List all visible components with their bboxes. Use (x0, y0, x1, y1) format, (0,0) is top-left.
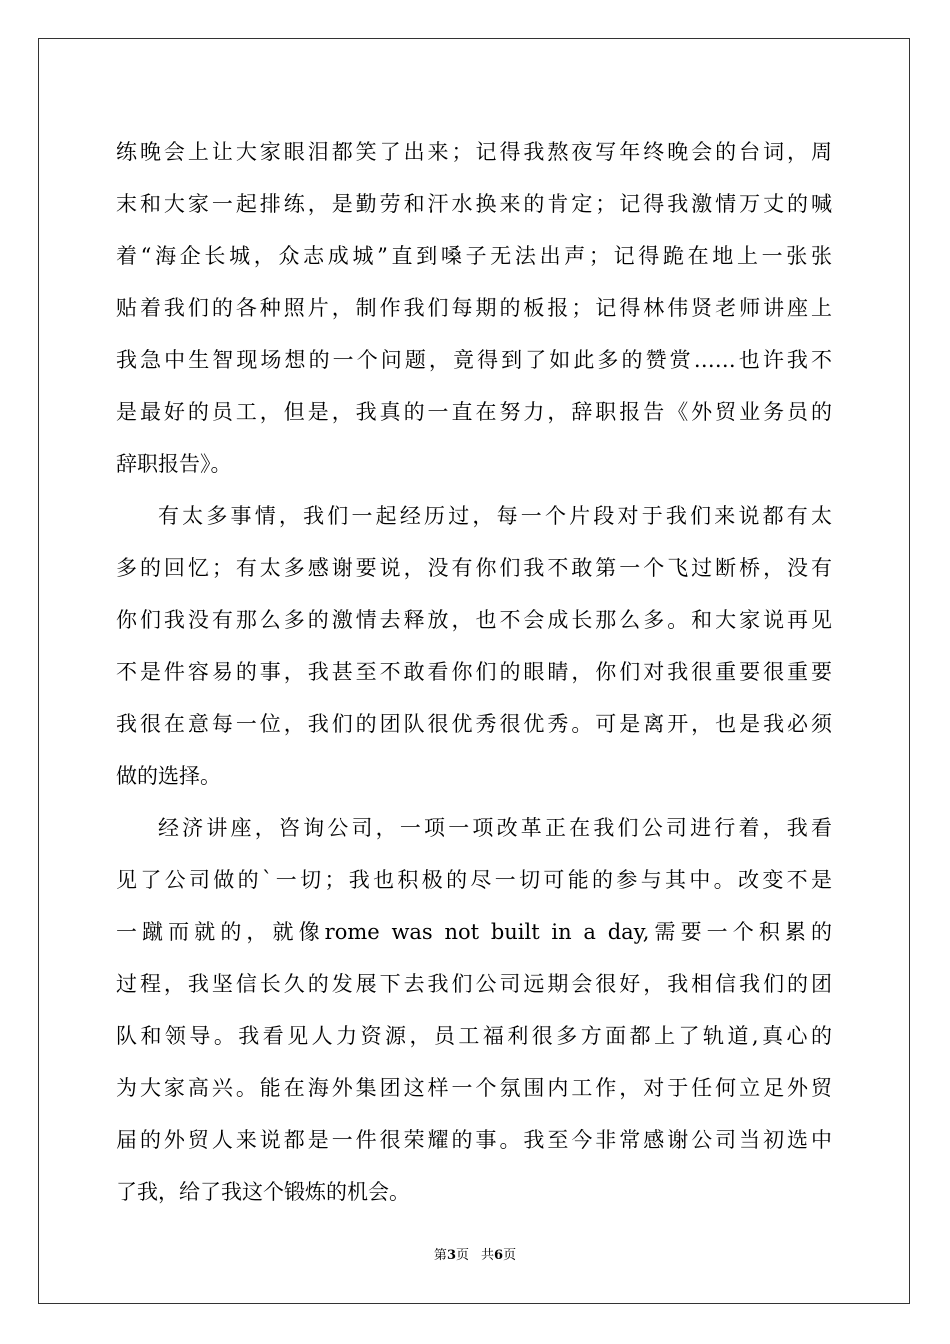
paragraph (116, 802, 832, 1218)
text-line: 过程，我坚信长久的发展下去我们公司远期会很好，我相信我们的团 (116, 972, 832, 996)
page-number: 3 (446, 1248, 456, 1263)
total-pages: 6 (494, 1248, 504, 1263)
text-line: 一蹴而就的，就像rome was not built in a day,需要一个积累的 (116, 920, 832, 944)
text-line: 届的外贸人来说都是一件很荣耀的事。我至今非常感谢公司当初选中 (116, 1128, 832, 1152)
text-line: 我急中生智现场想的一个问题，竟得到了如此多的赞赏……也许我不 (116, 348, 832, 372)
text-line: 是最好的员工，但是，我真的一直在努力，辞职报告《外贸业务员的 (116, 400, 832, 424)
total-suffix: 页 (503, 1248, 517, 1263)
text-line: 做的选择。 (116, 764, 221, 788)
text-line: 辞职报告》。 (116, 452, 232, 476)
text-line: 我很在意每一位，我们的团队很优秀很优秀。可是离开，也是我必须 (116, 712, 832, 736)
text-line: 着“海企长城，众志成城”直到嗓子无法出声；记得跪在地上一张张 (116, 244, 832, 268)
page-suffix: 页 (455, 1248, 469, 1263)
text-line: 有太多事情，我们一起经历过，每一个片段对于我们来说都有太 (158, 504, 832, 528)
text-line: 队和领导。我看见人力资源，员工福利很多方面都上了轨道,真心的 (116, 1024, 832, 1048)
page-prefix: 第 (433, 1248, 447, 1263)
text-line: 了我，给了我这个锻炼的机会。 (116, 1180, 410, 1204)
text-line: 不是件容易的事，我甚至不敢看你们的眼睛，你们对我很重要很重要 (116, 660, 832, 684)
text-line: 经济讲座，咨询公司，一项一项改革正在我们公司进行着，我看 (158, 816, 832, 840)
text-line: 练晚会上让大家眼泪都笑了出来；记得我熬夜写年终晚会的台词，周 (116, 140, 832, 164)
text-line: 你们我没有那么多的激情去释放，也不会成长那么多。和大家说再见 (116, 608, 832, 632)
document-body (116, 126, 832, 1218)
text-line: 为大家高兴。能在海外集团这样一个氛围内工作，对于任何立足外贸 (116, 1076, 832, 1100)
text-line: 贴着我们的各种照片，制作我们每期的板报；记得林伟贤老师讲座上 (116, 296, 832, 320)
paragraph (116, 126, 832, 490)
total-prefix: 共 (481, 1248, 495, 1263)
text-line: 多的回忆；有太多感谢要说，没有你们我不敢第一个飞过断桥，没有 (116, 556, 832, 580)
text-line: 见了公司做的`一切；我也积极的尽一切可能的参与其中。改变不是 (116, 868, 832, 892)
paragraph (116, 490, 832, 802)
page-footer (0, 1247, 950, 1265)
text-line: 末和大家一起排练，是勤劳和汗水换来的肯定；记得我激情万丈的喊 (116, 192, 832, 216)
